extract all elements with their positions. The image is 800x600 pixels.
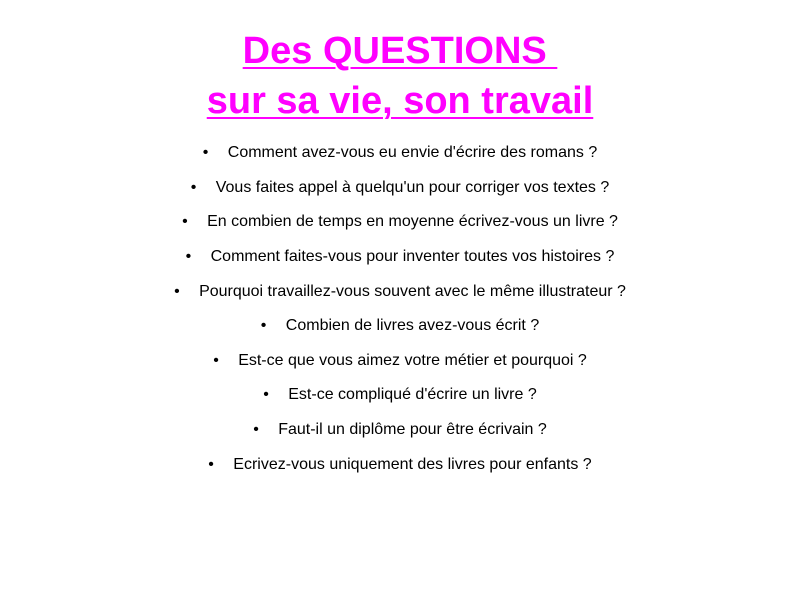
bullet: • (263, 386, 269, 404)
question-text: Est-ce compliqué d'écrire un livre ? (288, 386, 537, 404)
bullet: • (190, 178, 197, 196)
list-item (0, 344, 800, 379)
title-line-1: Des QUESTIONS (242, 30, 558, 72)
question-text: Comment faites-vous pour inventer toutes vos histoires ? (210, 248, 615, 266)
list-item (0, 378, 800, 413)
bullet: • (208, 455, 214, 473)
list-item (0, 136, 800, 171)
question-text: Est-ce que vous aimez votre métier et pourquoi ? (238, 351, 587, 369)
question-list (0, 136, 800, 482)
list-item (0, 171, 800, 206)
list-item (0, 240, 800, 275)
list-item (0, 447, 800, 482)
bullet: • (253, 421, 259, 439)
list-item (0, 413, 800, 448)
list-item (0, 309, 800, 344)
bullet: • (213, 351, 219, 369)
question-text: Comment avez-vous eu envie d'écrire des romans ? (227, 144, 598, 162)
list-item (0, 205, 800, 240)
bullet: • (185, 248, 192, 266)
question-text: Combien de livres avez-vous écrit ? (285, 317, 540, 335)
question-text: Faut-il un diplôme pour être écrivain ? (278, 421, 547, 439)
question-text: Vous faites appel à quelqu'un pour corriger vos textes ? (215, 178, 610, 196)
bullet: • (260, 317, 267, 335)
question-text: Ecrivez-vous uniquement des livres pour enfants ? (233, 455, 592, 473)
bullet: • (174, 282, 180, 300)
list-item (0, 274, 800, 309)
title-line-2: sur sa vie, son travail (206, 80, 594, 122)
bullet: • (182, 213, 188, 231)
bullet: • (202, 144, 209, 162)
question-text: Pourquoi travaillez-vous souvent avec le même illustrateur ? (199, 282, 626, 300)
question-text: En combien de temps en moyenne écrivez-vous un livre ? (207, 213, 618, 231)
